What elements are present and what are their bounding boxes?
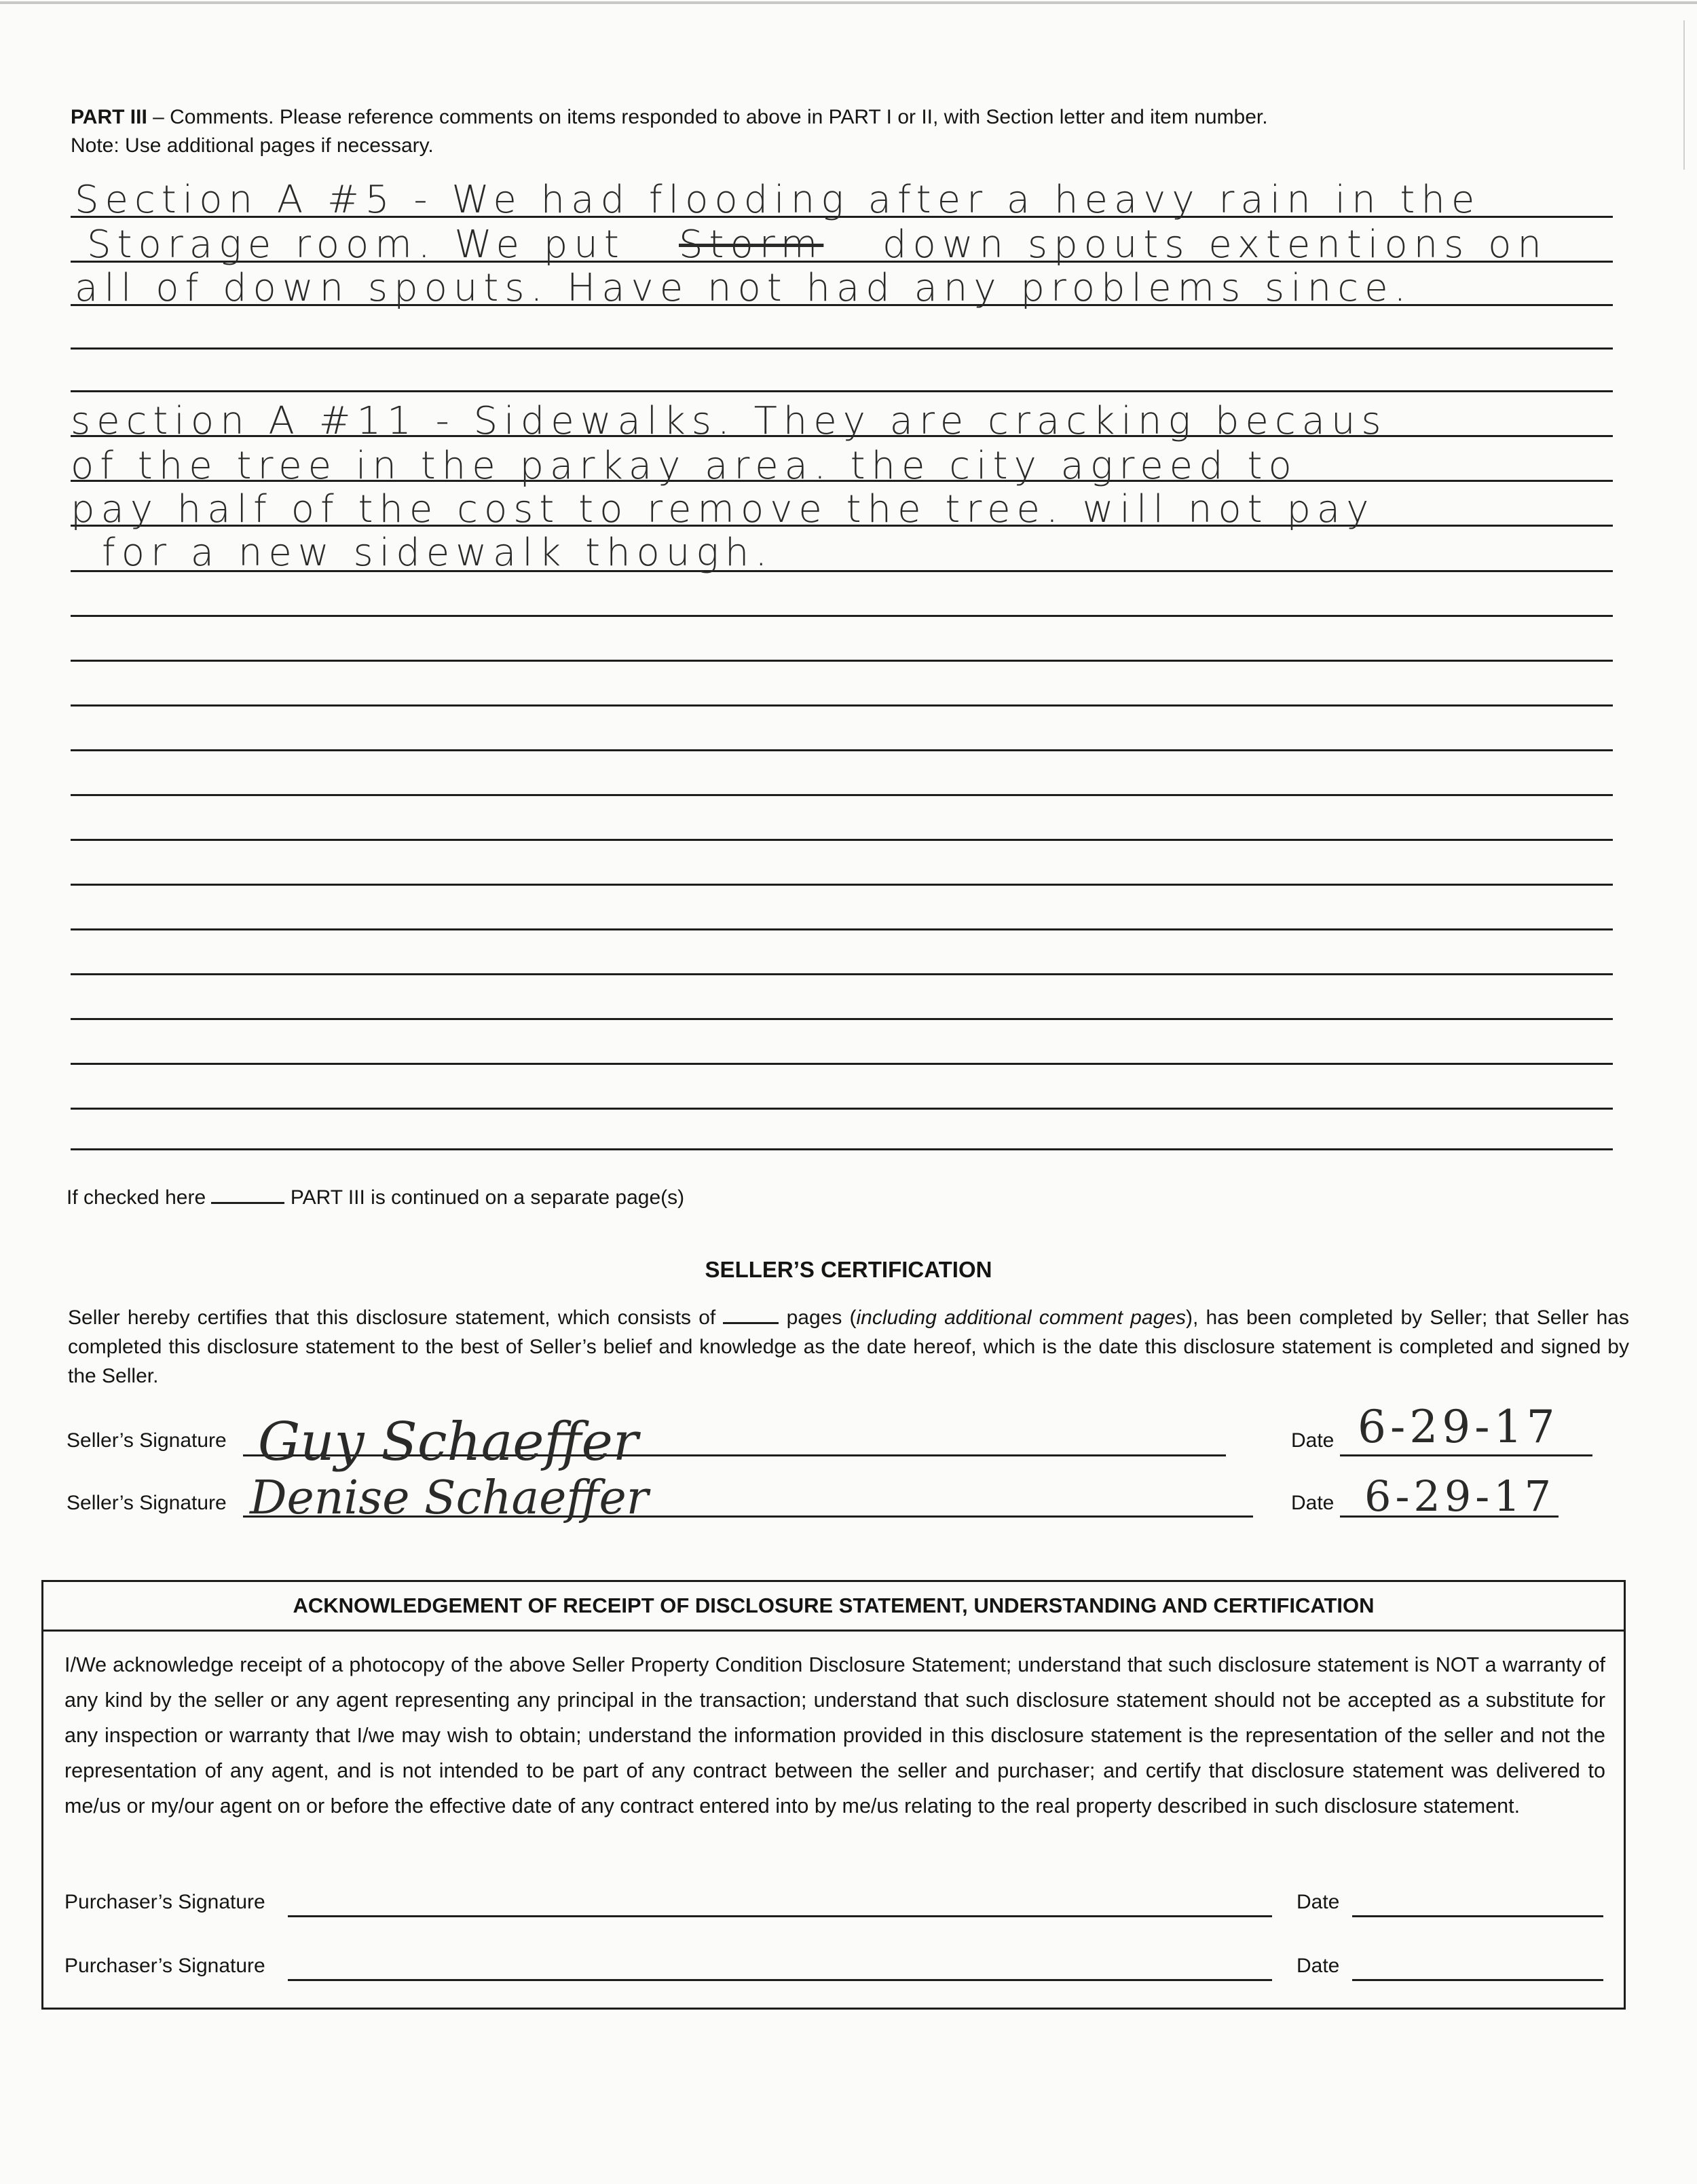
acknowledgement-title: ACKNOWLEDGEMENT OF RECEIPT OF DISCLOSURE STATEMENT, UNDERSTANDING AND CERTIFICATION bbox=[41, 1580, 1626, 1632]
comment-line bbox=[71, 1148, 1613, 1150]
date-line[interactable] bbox=[1352, 1915, 1603, 1917]
certification-text-part: pages ( bbox=[786, 1306, 857, 1329]
comment-line bbox=[71, 1108, 1613, 1110]
comment-line bbox=[71, 973, 1613, 975]
header-dash: – bbox=[147, 106, 170, 128]
part-three-instructions bbox=[71, 103, 1564, 132]
acknowledgement-text: I/We acknowledge receipt of a photocopy of the above Seller Property Condition Disclosure Statement; understand that such disclosure statement is NOT a warranty of any kind by the seller or any agent representing any principal in the transaction; understand that such disclosure statement should not be accepted as a substitute for any inspection or warranty that I/we may wish to obtain; understand the information provided in this disclosure statement is the representation of the seller and not the representation of any agent, and is not intended to be part of any contract between the seller and purchaser; and certify that disclosure statement was delivered to me/us or my/our agent on or before the effective date of any contract entered into by me/us relating to the real property described in such disclosure statement. bbox=[64, 1653, 1605, 1818]
page-count-line[interactable] bbox=[723, 1304, 779, 1324]
part-three-note: Note: Use additional pages if necessary. bbox=[71, 134, 434, 157]
purchaser-signature-label: Purchaser’s Signature bbox=[64, 1891, 265, 1913]
comment-line bbox=[71, 1018, 1613, 1020]
date-label: Date bbox=[1291, 1492, 1335, 1514]
date-label: Date bbox=[1297, 1891, 1340, 1913]
purchaser-signature-line[interactable] bbox=[288, 1979, 1272, 1981]
comment-line bbox=[71, 704, 1613, 707]
date-line[interactable] bbox=[1352, 1979, 1603, 1981]
continuation-prefix: If checked here bbox=[67, 1186, 206, 1209]
seller-date-1: 6-29-17 bbox=[1358, 1401, 1559, 1453]
handwritten-comment: for a new sidewalk though. bbox=[102, 531, 774, 575]
comment-line bbox=[71, 884, 1613, 886]
seller-signature-1: Guy Schaeffer bbox=[258, 1412, 639, 1473]
comment-line bbox=[71, 615, 1613, 617]
continuation-suffix: PART III is continued on a separate page(s) bbox=[290, 1186, 685, 1209]
continuation-note bbox=[67, 1184, 684, 1212]
comment-line bbox=[71, 749, 1613, 751]
date-label: Date bbox=[1297, 1955, 1340, 1977]
seller-certification-title: SELLER’S CERTIFICATION bbox=[705, 1257, 992, 1282]
purchaser-signature-line[interactable] bbox=[288, 1915, 1272, 1917]
date-line[interactable] bbox=[1340, 1454, 1592, 1456]
handwritten-comment: pay half of the cost to remove the tree. will not pay bbox=[71, 487, 1375, 531]
handwritten-comment: Section A #5 - We had flooding after a heavy rain in the bbox=[75, 178, 1481, 222]
comment-line bbox=[71, 794, 1613, 796]
seller-certification-text bbox=[68, 1303, 1629, 1391]
handwritten-comment: section A #11 - Sidewalks. They are cracking becaus bbox=[71, 399, 1387, 443]
struck-out-word: Storm bbox=[679, 223, 824, 267]
scan-right-edge bbox=[1683, 20, 1685, 170]
seller-date-2: 6-29-17 bbox=[1364, 1471, 1556, 1521]
date-label: Date bbox=[1291, 1429, 1335, 1452]
comment-line bbox=[71, 1063, 1613, 1065]
seller-signature-2: Denise Schaeffer bbox=[250, 1471, 649, 1525]
certification-text-part: ), has been completed by Seller; that Seller has completed this disclosure statement to the best of Seller’s belief and knowledge as the date hereof, which is the date this disclosure statement is completed and signed by the Seller. bbox=[68, 1306, 1629, 1387]
part-label: PART III bbox=[71, 106, 147, 128]
comment-line bbox=[71, 839, 1613, 841]
scan-top-edge bbox=[0, 1, 1697, 4]
handwritten-comment: down spouts extentions on bbox=[882, 223, 1548, 267]
continuation-checkbox-line[interactable] bbox=[211, 1184, 284, 1204]
comment-line bbox=[71, 928, 1613, 930]
certification-text-part: Seller hereby certifies that this disclosure statement, which consists of bbox=[68, 1306, 716, 1329]
purchaser-signature-label: Purchaser’s Signature bbox=[64, 1955, 265, 1977]
header-instructions: Comments. Please reference comments on items responded to above in PART I or II, with Section letter and item number. bbox=[170, 106, 1268, 128]
comment-line bbox=[71, 347, 1613, 350]
certification-italic-text: including additional comment pages bbox=[856, 1306, 1186, 1329]
comment-line bbox=[71, 390, 1613, 392]
handwritten-comment: all of down spouts. Have not had any problems since. bbox=[75, 266, 1413, 310]
part-three-header bbox=[71, 103, 1564, 160]
handwritten-comment: Storage room. We put bbox=[87, 223, 625, 267]
handwritten-comment: of the tree in the parkay area. the city agreed to bbox=[71, 444, 1298, 488]
seller-signature-label: Seller’s Signature bbox=[67, 1429, 227, 1452]
seller-signature-label: Seller’s Signature bbox=[67, 1492, 227, 1514]
comment-line bbox=[71, 660, 1613, 662]
